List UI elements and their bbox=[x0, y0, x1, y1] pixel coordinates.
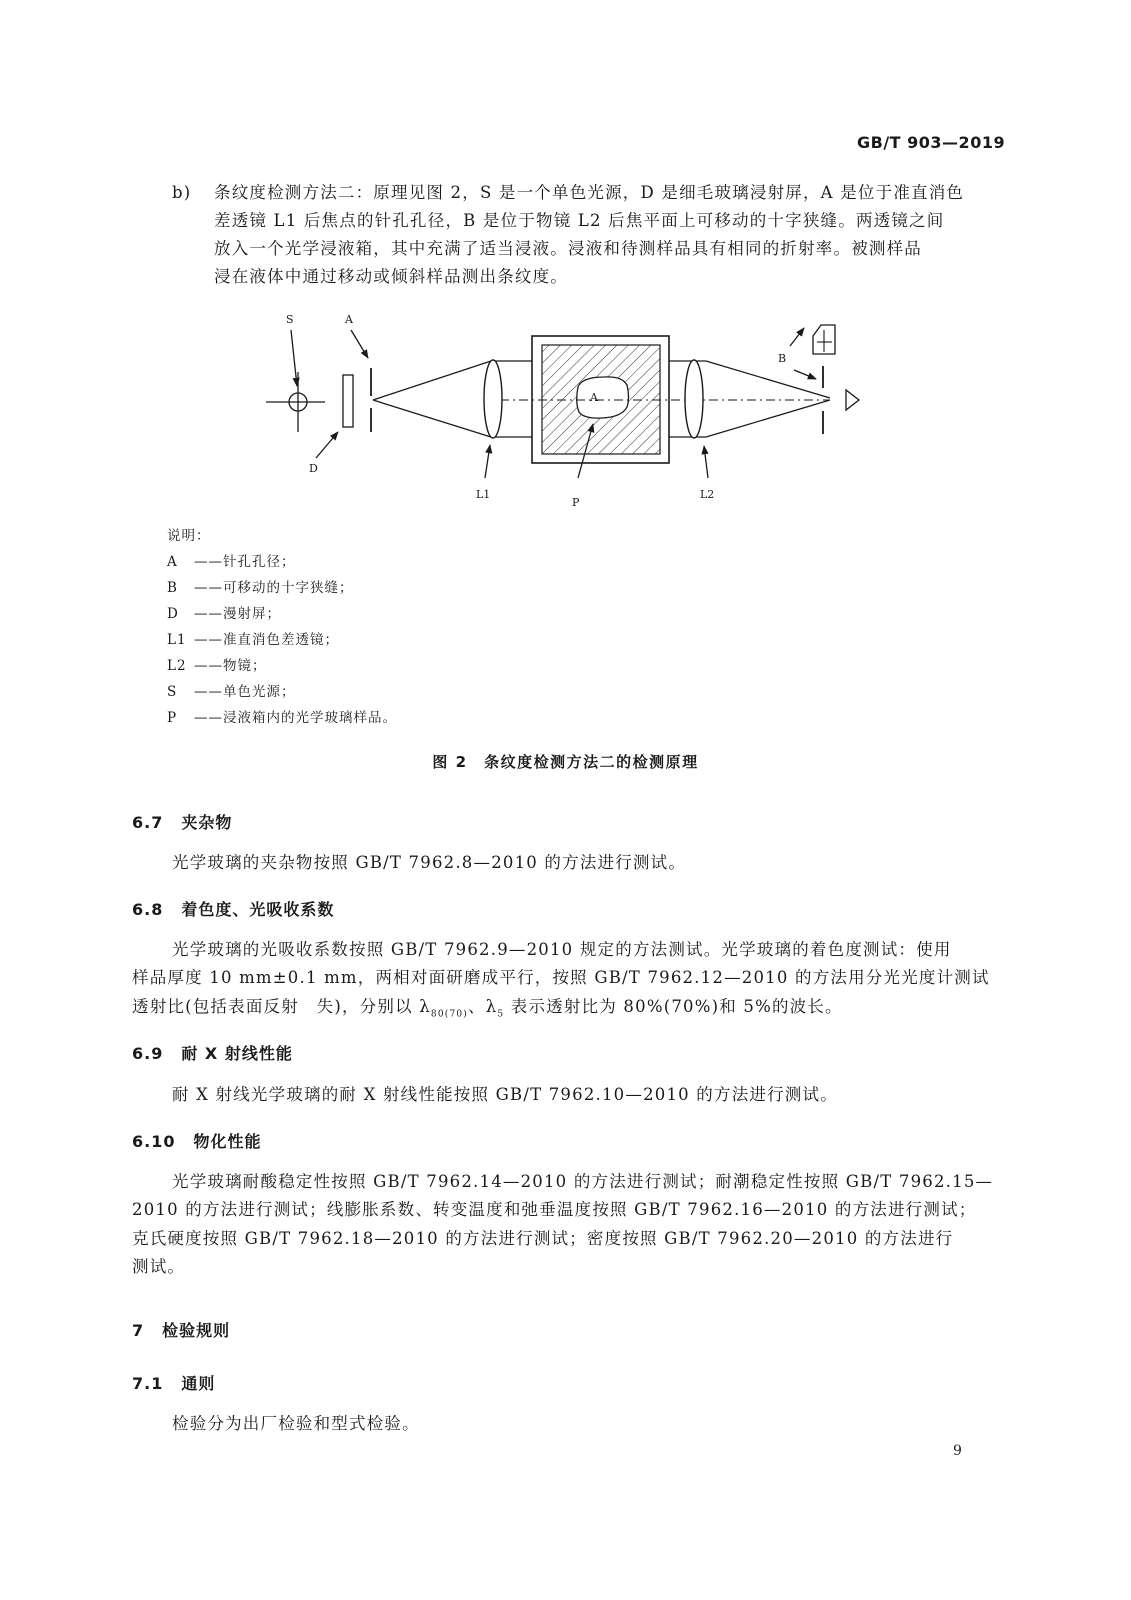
section-6-7-text: 光学玻璃的夹杂物按照 GB/T 7962.8—2010 的方法进行测试。 bbox=[172, 853, 687, 872]
legend-item bbox=[167, 653, 397, 679]
pinhole-pointer bbox=[351, 330, 368, 358]
diffuser-screen bbox=[343, 375, 353, 427]
section-6-10-line: 光学玻璃耐酸稳定性按照 GB/T 7962.14—2010 的方法进行测试；耐潮稳定性按照 GB/T 7962.15— bbox=[172, 1172, 994, 1191]
section-6-8-line: 样品厚度 10 mm±0.1 mm，两相对面研磨成平行，按照 GB/T 7962.12—2010 的方法用分光光度计测试 bbox=[132, 968, 990, 987]
glass-sample bbox=[577, 377, 629, 418]
section-7-1-heading bbox=[132, 1371, 215, 1394]
section-7-heading bbox=[132, 1318, 230, 1341]
slit-pointer bbox=[794, 370, 816, 379]
text-fragment: 表示透射比为 80%(70%)和 5%的波长。 bbox=[504, 997, 843, 1016]
label-a-sample: A bbox=[590, 391, 598, 404]
legend-item bbox=[167, 679, 397, 705]
source-pointer bbox=[291, 330, 297, 386]
input-beam-upper bbox=[373, 361, 491, 400]
text-fragment: 透射比(包括表面反射 失)，分别以 λ bbox=[132, 997, 431, 1016]
lens-l1 bbox=[484, 360, 502, 438]
legend-item bbox=[167, 705, 397, 731]
section-6-8-line: 光学玻璃的光吸收系数按照 GB/T 7962.9—2010 规定的方法测试。光学玻璃的着色度测试：使用 bbox=[172, 940, 952, 959]
section-6-10-line: 克氏硬度按照 GB/T 7962.18—2010 的方法进行测试；密度按照 GB/T 7962.20—2010 的方法进行 bbox=[132, 1229, 954, 1248]
legend-title: 说明： bbox=[167, 528, 211, 544]
label-a-top: A bbox=[345, 313, 353, 326]
section-number: 7.1 bbox=[132, 1374, 164, 1393]
legend-desc: ——准直消色差透镜； bbox=[194, 632, 339, 648]
legend-desc: ——单色光源； bbox=[194, 684, 296, 700]
light-source-symbol bbox=[266, 372, 325, 432]
standard-number: GB/T 903—2019 bbox=[857, 133, 1006, 152]
legend-key: P bbox=[167, 710, 178, 726]
legend-key: B bbox=[167, 580, 178, 596]
legend-key: A bbox=[167, 554, 178, 570]
section-6-8-line bbox=[132, 993, 843, 1028]
section-number: 6.7 bbox=[132, 813, 164, 832]
text-fragment: 、λ bbox=[468, 997, 498, 1016]
label-d: D bbox=[309, 462, 318, 475]
section-number: 6.8 bbox=[132, 900, 164, 919]
item-b-line: 浸在液体中通过移动或倾斜样品测出条纹度。 bbox=[214, 267, 568, 286]
legend-item bbox=[167, 575, 397, 601]
section-number: 6.9 bbox=[132, 1044, 164, 1063]
page-number: 9 bbox=[953, 1443, 962, 1459]
section-6-7-heading bbox=[132, 810, 232, 833]
section-title: 检验规则 bbox=[162, 1321, 231, 1340]
output-beam-upper bbox=[706, 361, 830, 398]
item-b-marker: b) bbox=[172, 183, 192, 202]
section-number: 7 bbox=[132, 1321, 145, 1340]
legend-item bbox=[167, 549, 397, 575]
section-title: 通则 bbox=[181, 1374, 216, 1393]
legend-desc: ——可移动的十字狭缝； bbox=[194, 580, 354, 596]
section-6-10-heading bbox=[132, 1129, 262, 1152]
slit-movement-arrow bbox=[790, 328, 804, 346]
legend-item bbox=[167, 601, 397, 627]
subscript: 80(70) bbox=[430, 1009, 469, 1020]
label-l2: L2 bbox=[700, 488, 715, 501]
label-b: B bbox=[778, 352, 787, 365]
section-6-10-line: 2010 的方法进行测试；线膨胀系数、转变温度和弛垂温度按照 GB/T 7962.16—2010 的方法进行测试； bbox=[132, 1200, 977, 1219]
lens-l1-pointer bbox=[485, 445, 490, 478]
observer-eye bbox=[846, 390, 859, 410]
section-6-10-line: 测试。 bbox=[132, 1257, 186, 1276]
optical-setup-diagram bbox=[0, 0, 1131, 530]
legend-desc: ——针孔孔径； bbox=[194, 554, 296, 570]
figure-caption: 图 2 条纹度检测方法二的检测原理 bbox=[432, 753, 699, 771]
section-6-8-heading bbox=[132, 897, 334, 920]
legend-item bbox=[167, 627, 397, 653]
diffuser-pointer bbox=[316, 432, 338, 458]
legend-key: L2 bbox=[167, 658, 187, 674]
section-title: 着色度、光吸收系数 bbox=[181, 900, 335, 919]
section-6-9-text: 耐 X 射线光学玻璃的耐 X 射线性能按照 GB/T 7962.10—2010 的方法进行测试。 bbox=[172, 1085, 838, 1104]
legend-key: L1 bbox=[167, 632, 187, 648]
lens-l2 bbox=[685, 360, 703, 438]
subscript: 5 bbox=[497, 1009, 505, 1020]
legend-desc: ——漫射屏； bbox=[194, 606, 281, 622]
cross-slit-detail-icon bbox=[813, 325, 835, 354]
label-s: S bbox=[286, 313, 294, 326]
input-beam-lower bbox=[373, 400, 491, 437]
section-title: 夹杂物 bbox=[181, 813, 233, 832]
label-p: P bbox=[572, 496, 580, 509]
item-b-line: 条纹度检测方法二：原理见图 2，S 是一个单色光源，D 是细毛玻璃浸射屏，A 是位于准直消色 bbox=[214, 183, 965, 202]
figure-legend bbox=[167, 523, 397, 731]
legend-key: D bbox=[167, 606, 179, 622]
label-l1: L1 bbox=[476, 488, 491, 501]
item-b-line: 差透镜 L1 后焦点的针孔孔径，B 是位于物镜 L2 后焦平面上可移动的十字狭缝。两透镜之间 bbox=[214, 211, 945, 230]
section-title: 耐 X 射线性能 bbox=[181, 1044, 293, 1063]
section-title: 物化性能 bbox=[193, 1132, 262, 1151]
output-beam-lower bbox=[706, 400, 830, 437]
legend-key: S bbox=[167, 684, 178, 700]
section-6-9-heading bbox=[132, 1041, 293, 1064]
item-b-line: 放入一个光学浸液箱，其中充满了适当浸液。浸液和待测样品具有相同的折射率。被测样品 bbox=[214, 239, 922, 258]
lens-l2-pointer bbox=[704, 446, 708, 478]
section-7-1-text: 检验分为出厂检验和型式检验。 bbox=[172, 1414, 420, 1433]
legend-desc: ——浸液箱内的光学玻璃样品。 bbox=[194, 710, 397, 726]
legend-desc: ——物镜； bbox=[194, 658, 267, 674]
section-number: 6.10 bbox=[132, 1132, 176, 1151]
